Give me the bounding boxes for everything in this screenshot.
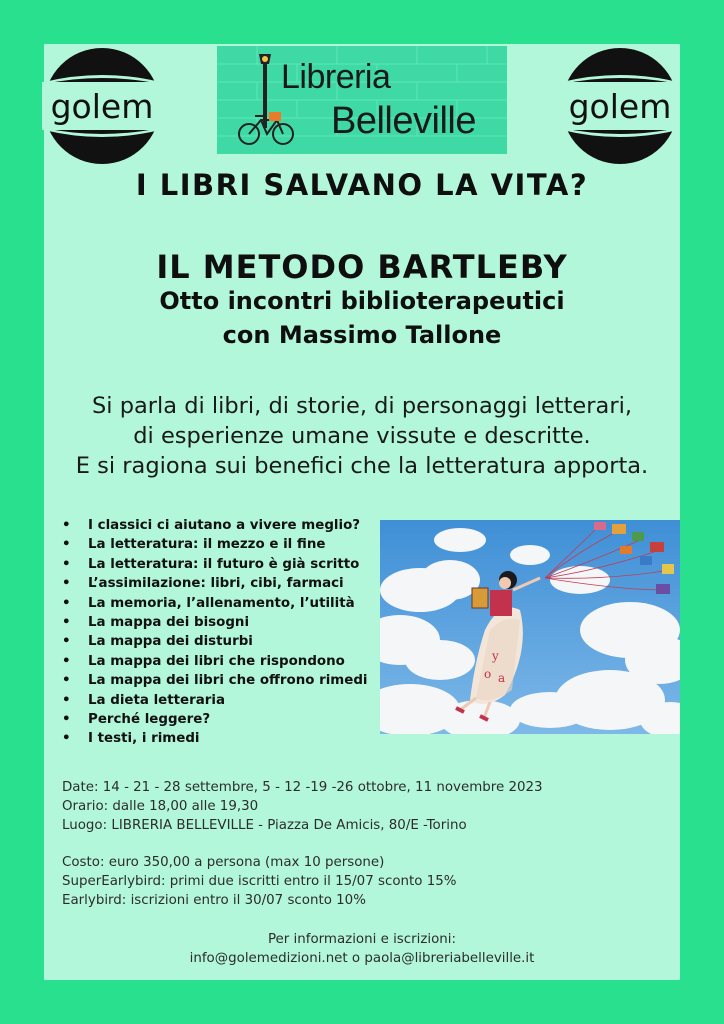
subtitle-line-1: Otto incontri biblioterapeutici	[159, 287, 565, 315]
contact-emails: info@golemedizioni.net o paola@libreriabelleville.it	[189, 951, 535, 966]
intro-line-2: di esperienze umane vissute e descritte.	[133, 423, 591, 449]
cost-text: Costo: euro 350,00 a persona (max 10 persone)	[62, 855, 385, 870]
intro-line-1: Si parla di libri, di storie, di personaggi letterari,	[92, 393, 632, 419]
list-item: • La dieta letteraria	[62, 691, 368, 710]
bullet-icon: •	[62, 653, 71, 669]
flying-woman-with-books-illustration	[380, 520, 680, 734]
headline: I LIBRI SALVANO LA VITA?	[135, 168, 589, 202]
bullet-icon: •	[62, 518, 71, 533]
svg-text:y: y	[492, 649, 499, 663]
list-item: • Perché leggere?	[62, 710, 368, 729]
list-item: • La letteratura: il mezzo e il fine	[62, 535, 368, 554]
list-item: • I testi, i rimedi	[62, 729, 368, 748]
libreria-belleville-logo	[217, 46, 507, 154]
golem-logo-text: golem	[50, 87, 154, 126]
dates-text: Date: 14 - 21 - 28 settembre, 5 - 12 -19 -26 ottobre, 11 novembre 2023	[62, 780, 543, 795]
bullet-icon: •	[62, 731, 71, 747]
svg-text:o: o	[484, 667, 492, 681]
belleville-label: Belleville	[331, 100, 476, 142]
bullet-icon: •	[62, 614, 71, 630]
libreria-label: Libreria	[281, 58, 391, 96]
golem-logo-left	[42, 46, 162, 166]
title: IL METODO BARTLEBY	[156, 248, 568, 286]
bullet-icon: •	[62, 673, 71, 689]
list-item: • La letteratura: il futuro è già scritto	[62, 555, 368, 574]
bullet-icon: •	[62, 634, 71, 650]
bullet-icon: •	[62, 537, 71, 553]
bullet-icon: •	[62, 692, 71, 708]
list-item: • La mappa dei disturbi	[62, 632, 368, 651]
earlybird-text: Earlybird: iscrizioni entro il 30/07 sconto 10%	[62, 893, 366, 908]
bullet-icon: •	[62, 711, 71, 727]
bullet-icon: •	[62, 595, 71, 611]
bullet-icon: •	[62, 556, 71, 572]
list-item: • I classici ci aiutano a vivere meglio?	[62, 516, 368, 535]
list-item: • La mappa dei bisogni	[62, 613, 368, 632]
list-item: • La mappa dei libri che rispondono	[62, 652, 368, 671]
list-item: • La memoria, l’allenamento, l’utilità	[62, 594, 368, 613]
super-earlybird-text: SuperEarlybird: primi due iscritti entro il 15/07 sconto 15%	[62, 874, 457, 889]
golem-logo-right	[560, 46, 680, 166]
svg-text:a: a	[498, 671, 506, 685]
golem-logo-text: golem	[568, 87, 672, 126]
list-item: • La mappa dei libri che offrono rimedi	[62, 671, 368, 690]
time-text: Orario: dalle 18,00 alle 19,30	[62, 799, 259, 814]
list-item: • L’assimilazione: libri, cibi, farmaci	[62, 574, 368, 593]
subtitle-line-2: con Massimo Tallone	[222, 321, 502, 349]
location-text: Luogo: LIBRERIA BELLEVILLE - Piazza De Amicis, 80/E -Torino	[62, 818, 467, 833]
contact-heading: Per informazioni e iscrizioni:	[267, 932, 457, 947]
topics-list	[62, 516, 368, 749]
bullet-icon: •	[62, 576, 71, 592]
intro-line-3: E si ragiona sui benefici che la letteratura apporta.	[75, 453, 649, 479]
